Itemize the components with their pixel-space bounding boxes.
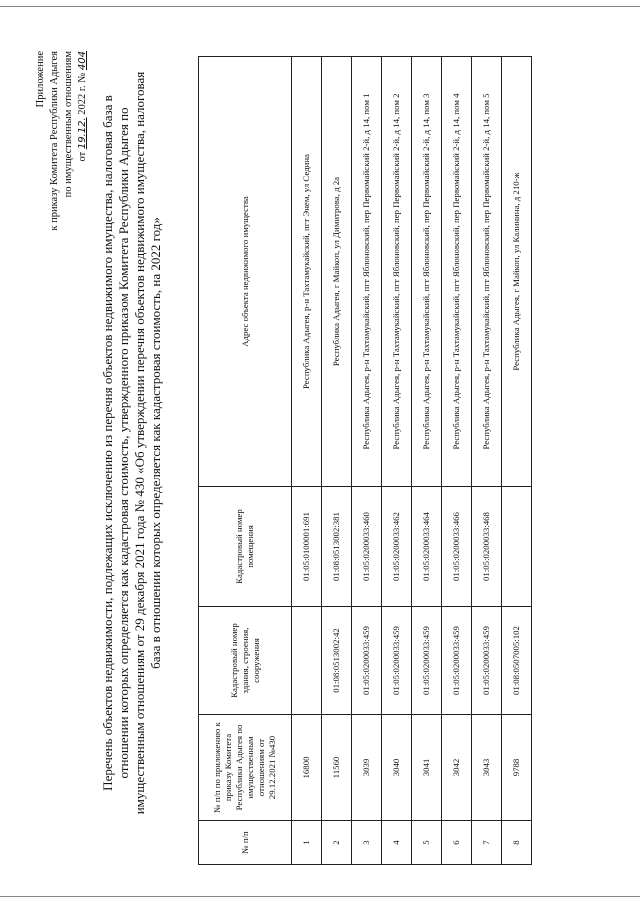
appendix-number-handwritten: 404: [77, 50, 88, 70]
cell-premises-cadastral: 01:05:0200033:466: [442, 486, 472, 606]
table-row: [442, 56, 472, 864]
cell-row-number: 6: [442, 820, 472, 864]
cell-reference-number: 3043: [472, 714, 502, 820]
appendix-line-1: Приложение: [35, 50, 46, 107]
cell-row-number: 1: [292, 820, 322, 864]
table-row: [382, 56, 412, 864]
cell-row-number: 7: [472, 820, 502, 864]
cell-row-number: 4: [382, 820, 412, 864]
cell-building-cadastral: 01:08:0507005:102: [502, 606, 532, 714]
cell-reference-number: 3040: [382, 714, 412, 820]
cell-building-cadastral: 01:05:0200033:459: [442, 606, 472, 714]
top-scan-line: [0, 6, 640, 7]
header-building-cadastral: Кадастровый номер здания, строения, сооружения: [199, 606, 292, 714]
cell-premises-cadastral: [502, 486, 532, 606]
cell-address: Республика Адыгея, г Майкоп, ул Димитрова, д 2а: [322, 56, 352, 486]
cell-premises-cadastral: 01:05:0200033:460: [352, 486, 382, 606]
objects-table: [198, 56, 532, 865]
cell-building-cadastral: 01:05:0200033:459: [352, 606, 382, 714]
cell-reference-number: 3041: [412, 714, 442, 820]
header-address: Адрес объекта недвижимого имущества: [199, 56, 292, 486]
cell-row-number: 3: [352, 820, 382, 864]
table-row: [502, 56, 532, 864]
header-reference-number: № п/п по приложению к приказу Комитета Республики Адыгея по имущественным отношениям от 29.12.2021 №430: [199, 714, 292, 820]
cell-reference-number: 16800: [292, 714, 322, 820]
cell-address: Республика Адыгея, р-н Тахтамукайский, пгт Яблоновский, пер Первомайский 2-й, д 14, пом 2: [382, 56, 412, 486]
cell-row-number: 8: [502, 820, 532, 864]
appendix-line-2: к приказу Комитета Республики Адыгея: [49, 50, 60, 231]
table-row: [472, 56, 502, 864]
cell-premises-cadastral: 01:05:0100001:691: [292, 486, 322, 606]
cell-address: Республика Адыгея, р-н Тахтамукайский, пгт Яблоновский, пер Первомайский 2-й, д 14, пом 5: [472, 56, 502, 486]
appendix-date-prefix: от: [77, 151, 88, 161]
bottom-scan-line: [0, 896, 640, 897]
cell-reference-number: 11560: [322, 714, 352, 820]
cell-building-cadastral: 01:05:0200033:459: [472, 606, 502, 714]
cell-premises-cadastral: 01:05:0200033:462: [382, 486, 412, 606]
cell-address: Республика Адыгея, р-н Тахтамукайский, пгт Яблоновский, пер Первомайский 2-й, д 14, пом 3: [412, 56, 442, 486]
rotated-document: [20, 13, 620, 893]
appendix-header: [34, 51, 90, 381]
cell-reference-number: 9788: [502, 714, 532, 820]
table-row: [322, 56, 352, 864]
header-row-number: № п/п: [199, 820, 292, 864]
cell-building-cadastral: 01:08:0513002:42: [322, 606, 352, 714]
appendix-line-3: по имущественным отношениям: [63, 50, 74, 197]
cell-building-cadastral: 01:05:0200033:459: [382, 606, 412, 714]
cell-building-cadastral: 01:05:0200033:459: [412, 606, 442, 714]
cell-reference-number: 3042: [442, 714, 472, 820]
cell-reference-number: 3039: [352, 714, 382, 820]
cell-premises-cadastral: 01:05:0200033:468: [472, 486, 502, 606]
table-row: [292, 56, 322, 864]
appendix-date-line: [76, 51, 90, 381]
cell-premises-cadastral: 01:08:0513002:381: [322, 486, 352, 606]
appendix-year: 2022 г. №: [77, 72, 88, 115]
appendix-date-handwritten: 19.12.: [77, 116, 88, 149]
table-row: [352, 56, 382, 864]
cell-premises-cadastral: 01:05:0200033:464: [412, 486, 442, 606]
cell-building-cadastral: [292, 606, 322, 714]
header-premises-cadastral: Кадастровый номер помещения: [199, 486, 292, 606]
cell-row-number: 5: [412, 820, 442, 864]
cell-row-number: 2: [322, 820, 352, 864]
cell-address: Республика Адыгея, р-н Тахтамукайский, пгт Яблоновский, пер Первомайский 2-й, д 14, пом 1: [352, 56, 382, 486]
table-row: [412, 56, 442, 864]
table-header-row: [199, 56, 292, 864]
document-title: Перечень объектов недвижимости, подлежащих исключению из перечня объектов недвижимого имущества, налоговая база в отношении которых определяется как кадастровая стоимость, утвержденного приказом Комитета Республики Адыгея по имущественным отношениям от 29 декабря 2021 года № 430 «Об утверждении перечня объектов недвижимого имущества, налоговая база в отношении которых определяется как кадастровая стоимость, на 2022 год»: [100, 71, 163, 814]
cell-address: Республика Адыгея, р-н Тахтамукайский, пгт Энем, ул Седина: [292, 56, 322, 486]
cell-address: Республика Адыгея, г Майкоп, ул Калинина, д 210-ж: [502, 56, 532, 486]
cell-address: Республика Адыгея, р-н Тахтамукайский, пгт Яблоновский, пер Первомайский 2-й, д 14, пом 4: [442, 56, 472, 486]
